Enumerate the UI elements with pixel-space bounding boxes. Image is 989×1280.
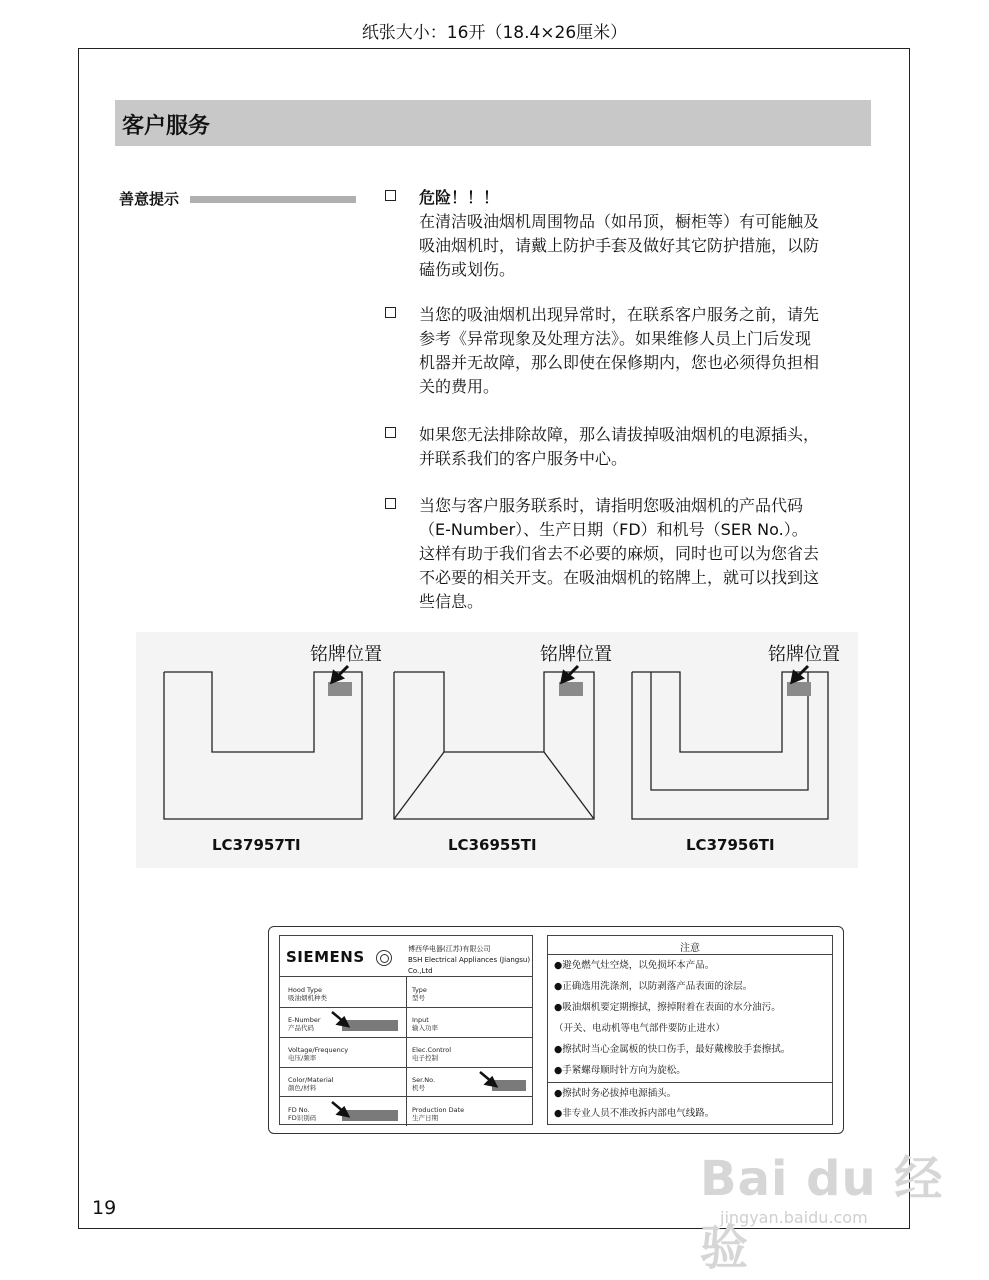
section-title-bar: [115, 100, 871, 146]
item-line: 磕伤或划伤。: [419, 260, 516, 279]
field-label-en: Elec.Control: [412, 1046, 452, 1054]
field-label-cn: 吸油烟机种类: [288, 994, 327, 1002]
item-line: 当您的吸油烟机出现异常时，在联系客户服务之前，请先: [419, 305, 820, 324]
side-label: 善意提示: [119, 190, 180, 208]
item-line: 如果您无法排除故障，那么请拔掉吸油烟机的电源插头，: [419, 425, 820, 444]
model-label: LC37956TI: [686, 836, 775, 854]
nameplate-location-diagram: [136, 632, 858, 868]
field-label-cn: 电子控制: [412, 1054, 438, 1062]
field-label-cn: 输入功率: [412, 1024, 438, 1032]
nameplate-notice-panel: [547, 935, 833, 1125]
field-label-cn: 电压/频率: [288, 1054, 317, 1062]
item-line: 当您与客户服务联系时，请指明您吸油烟机的产品代码: [419, 496, 804, 515]
list-item: [385, 423, 875, 471]
field-label-en: FD No.: [288, 1106, 310, 1114]
field-label-cn: 机号: [412, 1084, 425, 1092]
brand-logo-text: SIEMENS: [286, 948, 365, 966]
divider: [548, 954, 832, 955]
location-label: 铭牌位置: [768, 644, 840, 665]
paper-size-note: 纸张大小：16开（18.4×26厘米）: [361, 23, 628, 43]
item-line: 吸油烟机时，请戴上防护手套及做好其它防护措施，以防: [419, 236, 820, 255]
field-label-en: E-Number: [288, 1016, 321, 1024]
field-label-en: Color/Material: [288, 1076, 334, 1084]
nameplate-info-panel: [279, 935, 533, 1125]
item-line: 机器并无故障，那么即使在保修期内，您也必须得负担相: [419, 353, 820, 372]
field-label-en: Ser.No.: [412, 1076, 436, 1084]
watermark-logo: Bai du 经验: [700, 1151, 944, 1276]
company-name-en: BSH Electrical Appliances (Jiangsu) Co.,Ltd: [408, 956, 531, 975]
divider: [548, 1082, 832, 1083]
item-line: 关的费用。: [419, 377, 500, 396]
location-label: 铭牌位置: [310, 644, 382, 665]
pointer-arrows: [280, 936, 534, 1126]
notice-line: ●非专业人员不准改拆内部电气线路。: [554, 1108, 715, 1119]
location-label: 铭牌位置: [540, 644, 612, 665]
danger-heading: 危险！！！: [419, 188, 500, 207]
field-label-cn: 型号: [412, 994, 425, 1002]
checkbox-bullet-icon: [385, 498, 396, 509]
field-label-en: Hood Type: [288, 986, 322, 994]
notice-line: ●擦拭时当心金属板的快口伤手，最好戴橡胶手套擦拭。: [554, 1044, 791, 1055]
checkbox-bullet-icon: [385, 427, 396, 438]
page-number: 19: [92, 1197, 117, 1219]
hood-outline-drawings: [136, 632, 858, 868]
checkbox-bullet-icon: [385, 307, 396, 318]
checkbox-bullet-icon: [385, 190, 396, 201]
notice-title: 注意: [680, 943, 700, 954]
field-label-cn: FD识别码: [288, 1114, 317, 1122]
field-label-cn: 生产日期: [412, 1114, 438, 1122]
notice-line: （开关、电动机等电气部件要防止进水）: [554, 1023, 726, 1034]
item-line: （E-Number）、生产日期（FD）和机号（SER No.）。: [419, 520, 808, 539]
notice-line: ●正确选用洗涤剂，以防剥落产品表面的涂层。: [554, 981, 753, 992]
notice-line: ●手紧螺母顺时针方向为旋松。: [554, 1065, 686, 1076]
item-line: 不必要的相关开支。在吸油烟机的铭牌上，就可以找到这: [419, 568, 820, 587]
field-label-cn: 颜色/材料: [288, 1084, 317, 1092]
item-line: 并联系我们的客户服务中心。: [419, 449, 628, 468]
field-label-cn: 产品代码: [288, 1024, 314, 1032]
side-rule: [190, 196, 356, 203]
section-title: 客户服务: [122, 114, 211, 139]
list-item: [385, 494, 875, 614]
watermark-url: jingyan.baidu.com: [720, 1208, 868, 1227]
item-line: 参考《异常现象及处理方法》。如果维修人员上门后发现: [419, 329, 812, 348]
notice-line: ●避免燃气灶空烧，以免损坏本产品。: [554, 960, 715, 971]
notice-line: ●擦拭时务必拔掉电源插头。: [554, 1088, 677, 1099]
list-item: [385, 186, 875, 282]
list-item: [385, 303, 875, 399]
model-label: LC37957TI: [212, 836, 301, 854]
item-line: 些信息。: [419, 592, 484, 611]
field-label-en: Type: [412, 986, 427, 994]
item-line: 这样有助于我们省去不必要的麻烦，同时也可以为您省去: [419, 544, 820, 563]
company-name-cn: 博西华电器(江苏)有限公司: [408, 945, 491, 953]
model-label: LC36955TI: [448, 836, 537, 854]
field-label-en: Input: [412, 1016, 429, 1024]
nameplate: [268, 926, 844, 1134]
notice-line: ●吸油烟机要定期擦拭，擦掉附着在表面的水分油污。: [554, 1002, 781, 1013]
field-label-en: Production Date: [412, 1106, 465, 1114]
item-line: 在清洁吸油烟机周围物品（如吊顶，橱柜等）有可能触及: [419, 212, 820, 231]
field-label-en: Voltage/Frequency: [288, 1046, 349, 1054]
